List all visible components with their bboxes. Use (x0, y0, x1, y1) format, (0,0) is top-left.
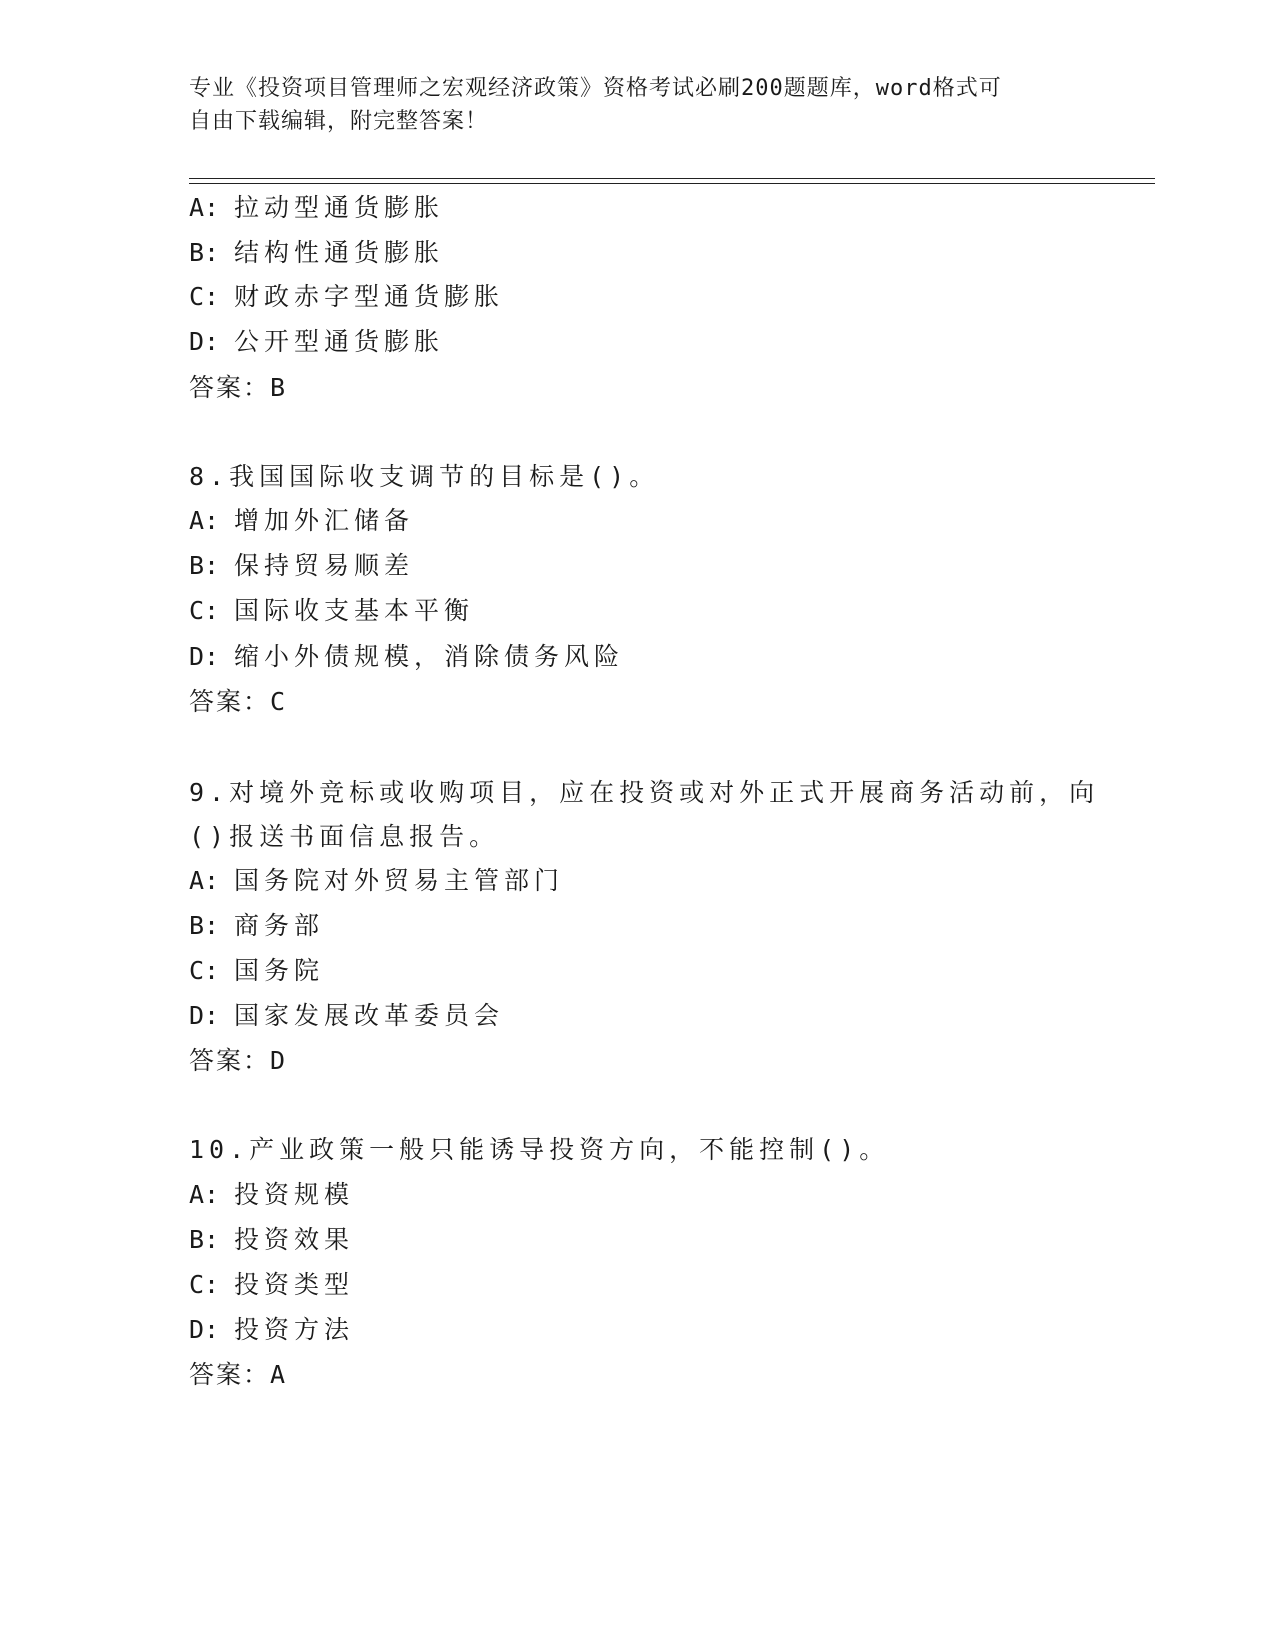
q8-option-a: A: 增加外汇储备 (189, 506, 415, 535)
q9-option-a: A: 国务院对外贸易主管部门 (189, 866, 565, 895)
q10-option-c: C: 投资类型 (189, 1270, 355, 1299)
q7-answer: 答案：B (189, 373, 287, 402)
q7-option-a: A: 拉动型通货膨胀 (189, 193, 445, 222)
q10-option-b: B: 投资效果 (189, 1225, 355, 1254)
q7-option-c: C: 财政赤字型通货膨胀 (189, 282, 505, 311)
q8-option-c: C: 国际收支基本平衡 (189, 596, 475, 625)
q10-option-a: A: 投资规模 (189, 1180, 355, 1209)
document-header (189, 72, 1069, 138)
q10-question: 10.产业政策一般只能诱导投资方向，不能控制()。 (189, 1135, 890, 1164)
header-divider-bottom (189, 183, 1155, 184)
q7-option-b: B: 结构性通货膨胀 (189, 238, 445, 267)
q9-question-line-1: 9.对境外竞标或收购项目，应在投资或对外正式开展商务活动前，向 (189, 778, 1100, 807)
q7-option-d: D: 公开型通货膨胀 (189, 327, 445, 356)
q9-option-b: B: 商务部 (189, 911, 325, 940)
q9-option-d: D: 国家发展改革委员会 (189, 1001, 505, 1030)
q8-question: 8.我国国际收支调节的目标是()。 (189, 462, 660, 491)
q8-answer: 答案：C (189, 687, 287, 716)
header-line-2: 自由下载编辑，附完整答案！ (189, 109, 489, 134)
header-line-1: 专业《投资项目管理师之宏观经济政策》资格考试必刷200题题库，word格式可 (189, 76, 1002, 101)
q8-option-b: B: 保持贸易顺差 (189, 551, 415, 580)
q8-option-d: D: 缩小外债规模，消除债务风险 (189, 642, 625, 671)
header-divider-top (189, 178, 1155, 179)
q9-answer: 答案：D (189, 1046, 287, 1075)
q10-answer: 答案：A (189, 1360, 287, 1389)
q9-option-c: C: 国务院 (189, 956, 325, 985)
q9-question-line-2: ()报送书面信息报告。 (189, 822, 500, 851)
q10-option-d: D: 投资方法 (189, 1315, 355, 1344)
